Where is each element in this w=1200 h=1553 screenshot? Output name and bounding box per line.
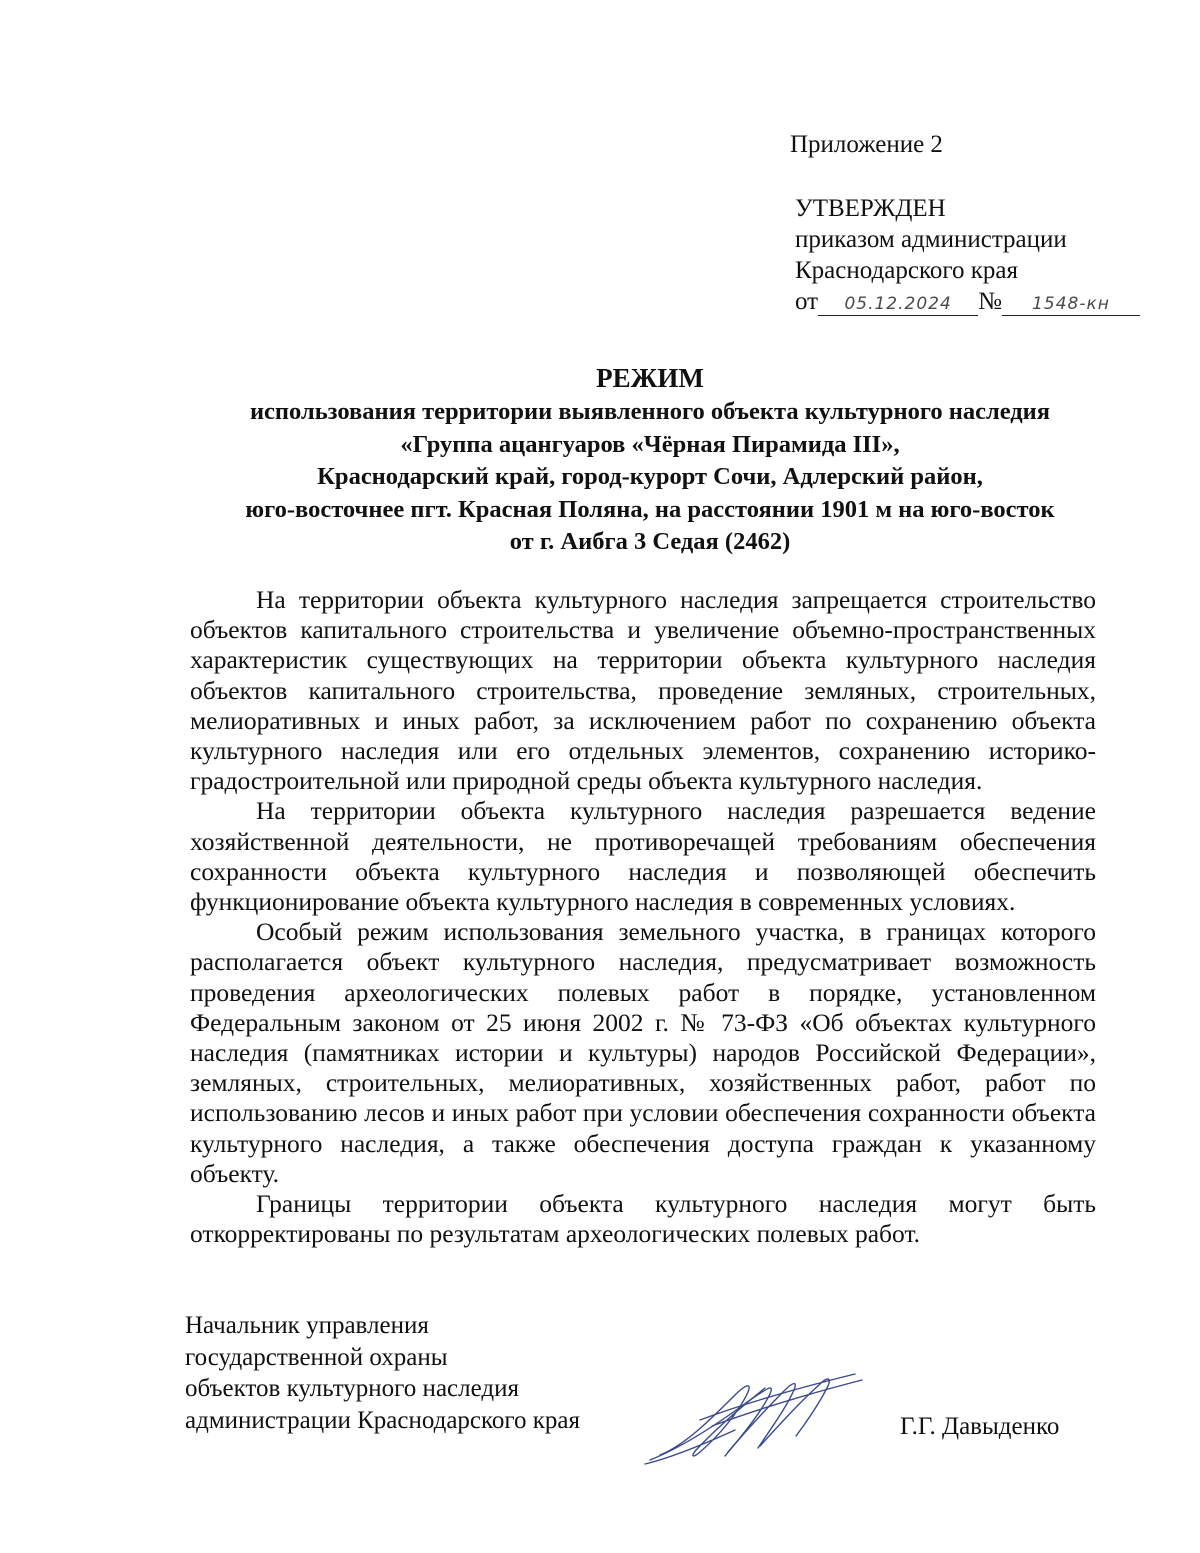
- number-prefix: №: [978, 288, 1002, 315]
- signer-position-line-2: государственной охраны: [185, 1343, 448, 1371]
- paragraph-special-regime: Особый режим использования земельного участка, в границах которого располагается объект культурного наследия, предусматривает возможность проведения археологических полевых работ в порядке, установленном Федеральным законом от 25 июня 2002 г. № 73-ФЗ «Об объектах культурного наследия (памятниках истории и культуры) народов Российской Федерации», земляных, строительных, мелиоративных, хозяйственных работ, работ по использованию лесов и иных работ при условии обеспечения сохранности объекта культурного наследия, а также обеспечения доступа граждан к указанному объекту.: [190, 917, 1096, 1188]
- date-prefix: от: [795, 288, 819, 315]
- document-title-block: [180, 360, 1120, 559]
- paragraph-boundaries: Границы территории объекта культурного наследия могут быть откорректированы по результатам археологических полевых работ.: [190, 1189, 1096, 1249]
- paragraph-prohibitions: На территории объекта культурного наследия запрещается строительство объектов капитального строительства и увеличение объемно-пространственных характеристик существующих на территории объекта культурного наследия объектов капитального строительства, проведение земляных, строительных, мелиоративных и иных работ, за исключением работ по сохранению объекта культурного наследия или его отдельных элементов, сохранению историко-градостроительной или природной среды объекта культурного наследия.: [190, 585, 1096, 796]
- handwritten-signature-icon: [640, 1360, 870, 1470]
- approved-region: Краснодарского края: [795, 257, 1018, 284]
- signer-position-line-4: администрации Краснодарского края: [185, 1406, 581, 1434]
- signer-position-line-1: Начальник управления: [185, 1312, 429, 1339]
- signer-position-line-3: объектов культурного наследия: [185, 1375, 519, 1402]
- title-line-5: от г. Аибга 3 Седая (2462): [509, 528, 791, 555]
- approved-label: УТВЕРЖДЕН: [795, 195, 946, 222]
- order-number-handwritten: 1548-кн: [1002, 293, 1140, 316]
- document-title: РЕЖИМ: [596, 363, 704, 393]
- order-date-number-line: [795, 286, 1140, 317]
- title-line-4: юго-восточнее пгт. Красная Поляна, на расстоянии 1901 м на юго-восток: [245, 495, 1055, 523]
- appendix-label: Приложение 2: [790, 131, 943, 158]
- approval-block: [795, 193, 1140, 317]
- title-line-1: использования территории выявленного объекта культурного наследия: [249, 398, 1051, 425]
- paragraph-permitted-activity: На территории объекта культурного наследия разрешается ведение хозяйственной деятельности, не противоречащей требованиям обеспечения сохранности объекта культурного наследия и позволяющей обеспечить функционирование объекта культурного наследия в современных условиях.: [190, 796, 1096, 917]
- signer-position: [185, 1310, 580, 1436]
- signer-name: Г.Г. Давыденко: [900, 1413, 1060, 1440]
- title-line-2: «Группа ацангуаров «Чёрная Пирамида III»,: [400, 430, 900, 458]
- approved-by-order: приказом администрации: [795, 226, 1067, 253]
- title-line-3: Краснодарский край, город-курорт Сочи, Адлерский район,: [317, 463, 983, 490]
- document-body: [190, 585, 1096, 1249]
- order-date-handwritten: 05.12.2024: [818, 293, 978, 316]
